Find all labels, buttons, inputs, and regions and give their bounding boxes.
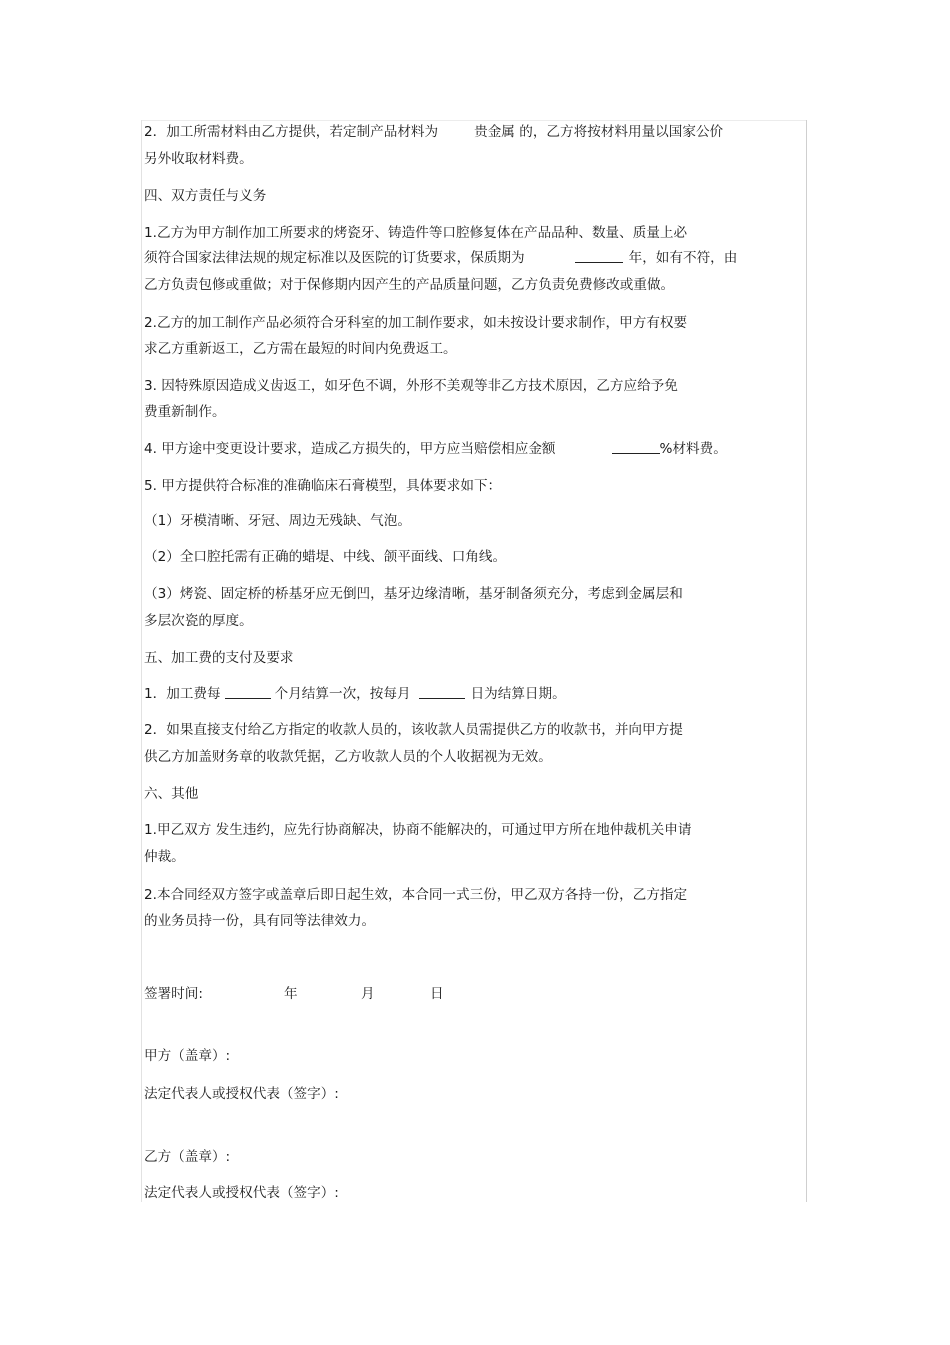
settlement-months-blank — [225, 685, 271, 699]
signing-month-label: 月 — [361, 986, 375, 1002]
page-border-right — [806, 120, 807, 1202]
payment-1-text-c: 日为结算日期。 — [470, 686, 566, 702]
duty-1-text-a: 须符合国家法律法规的规定标准以及医院的订货要求，保质期为 — [144, 250, 525, 266]
duty-5-line: 5. 甲方提供符合标准的准确临床石膏模型，具体要求如下： — [144, 478, 502, 494]
warranty-period-blank — [575, 249, 623, 263]
payment-2-line1: 2．如果直接支付给乙方指定的收款人员的，该收款人员需提供乙方的收款书，并向甲方提 — [144, 722, 683, 738]
settlement-day-blank — [419, 685, 465, 699]
party-a-representative: 法定代表人或授权代表（签字）: — [144, 1086, 339, 1102]
other-2-line1: 2.本合同经双方签字或盖章后即日起生效，本合同一式三份，甲乙双方各持一份，乙方指定 — [144, 887, 688, 903]
signing-day-label: 日 — [430, 986, 444, 1002]
section-heading-other: 六、其他 — [144, 786, 199, 802]
other-1-line2: 仲裁。 — [144, 849, 185, 865]
party-b-seal: 乙方（盖章）: — [144, 1149, 231, 1165]
section-heading-duties: 四、双方责任与义务 — [144, 188, 267, 204]
section-heading-payment: 五、加工费的支付及要求 — [144, 650, 294, 666]
signing-year-label: 年 — [284, 986, 298, 1002]
material-clause-line1 — [144, 123, 723, 141]
duty-1-line2 — [144, 249, 737, 267]
payment-1-text-a: 1．加工费每 — [144, 686, 221, 702]
model-requirement-3-line2: 多层次瓷的厚度。 — [144, 613, 253, 629]
duty-3-line1: 3. 因特殊原因造成义齿返工，如牙色不调，外形不美观等非乙方技术原因，乙方应给予免 — [144, 378, 678, 394]
payment-1-text-b: 个月结算一次，按每月 — [274, 686, 411, 702]
signing-date-label: 签署时间: — [144, 986, 203, 1002]
material-clause-text-b: 贵金属 的，乙方将按材料用量以国家公价 — [474, 124, 724, 140]
payment-2-line2: 供乙方加盖财务章的收款凭据，乙方收款人员的个人收据视为无效。 — [144, 749, 552, 765]
party-a-seal: 甲方（盖章）: — [144, 1048, 231, 1064]
duty-2-line2: 求乙方重新返工，乙方需在最短的时间内免费返工。 — [144, 341, 457, 357]
model-requirement-3-line1: （3）烤瓷、固定桥的桥基牙应无倒凹，基牙边缘清晰，基牙制备须充分，考虑到金属层和 — [144, 586, 683, 602]
duty-2-line1: 2.乙方的加工制作产品必须符合牙科室的加工制作要求，如未按设计要求制作，甲方有权要 — [144, 315, 688, 331]
page-border-left — [141, 120, 142, 1202]
duty-1-text-b: 年，如有不符，由 — [628, 250, 738, 266]
duty-4-text-b: %材料费。 — [659, 441, 727, 457]
duty-4-text-a: 4. 甲方途中变更设计要求，造成乙方损失的，甲方应当赔偿相应金额 — [144, 441, 556, 457]
other-2-line2: 的业务员持一份，具有同等法律效力。 — [144, 913, 376, 929]
model-requirement-2: （2）全口腔托需有正确的蜡堤、中线、颌平面线、口角线。 — [144, 549, 507, 565]
compensation-percent-blank — [612, 440, 660, 454]
model-requirement-1: （1）牙模清晰、牙冠、周边无残缺、气泡。 — [144, 513, 411, 529]
payment-1-line — [144, 685, 566, 703]
party-b-representative: 法定代表人或授权代表（签字）: — [144, 1185, 339, 1201]
material-clause-line2: 另外收取材料费。 — [144, 151, 253, 167]
page-border-top — [141, 120, 807, 121]
duty-1-line1: 1.乙方为甲方制作加工所要求的烤瓷牙、铸造件等口腔修复体在产品品种、数量、质量上必 — [144, 225, 688, 241]
material-clause-text-a: 2．加工所需材料由乙方提供，若定制产品材料为 — [144, 124, 439, 140]
duty-3-line2: 费重新制作。 — [144, 404, 226, 420]
other-1-line1: 1.甲乙双方 发生违约，应先行协商解决，协商不能解决的，可通过甲方所在地仲裁机关申请 — [144, 822, 692, 838]
duty-4-line — [144, 440, 727, 458]
duty-1-line3: 乙方负责包修或重做；对于保修期内因产生的产品质量问题，乙方负责免费修改或重做。 — [144, 277, 675, 293]
